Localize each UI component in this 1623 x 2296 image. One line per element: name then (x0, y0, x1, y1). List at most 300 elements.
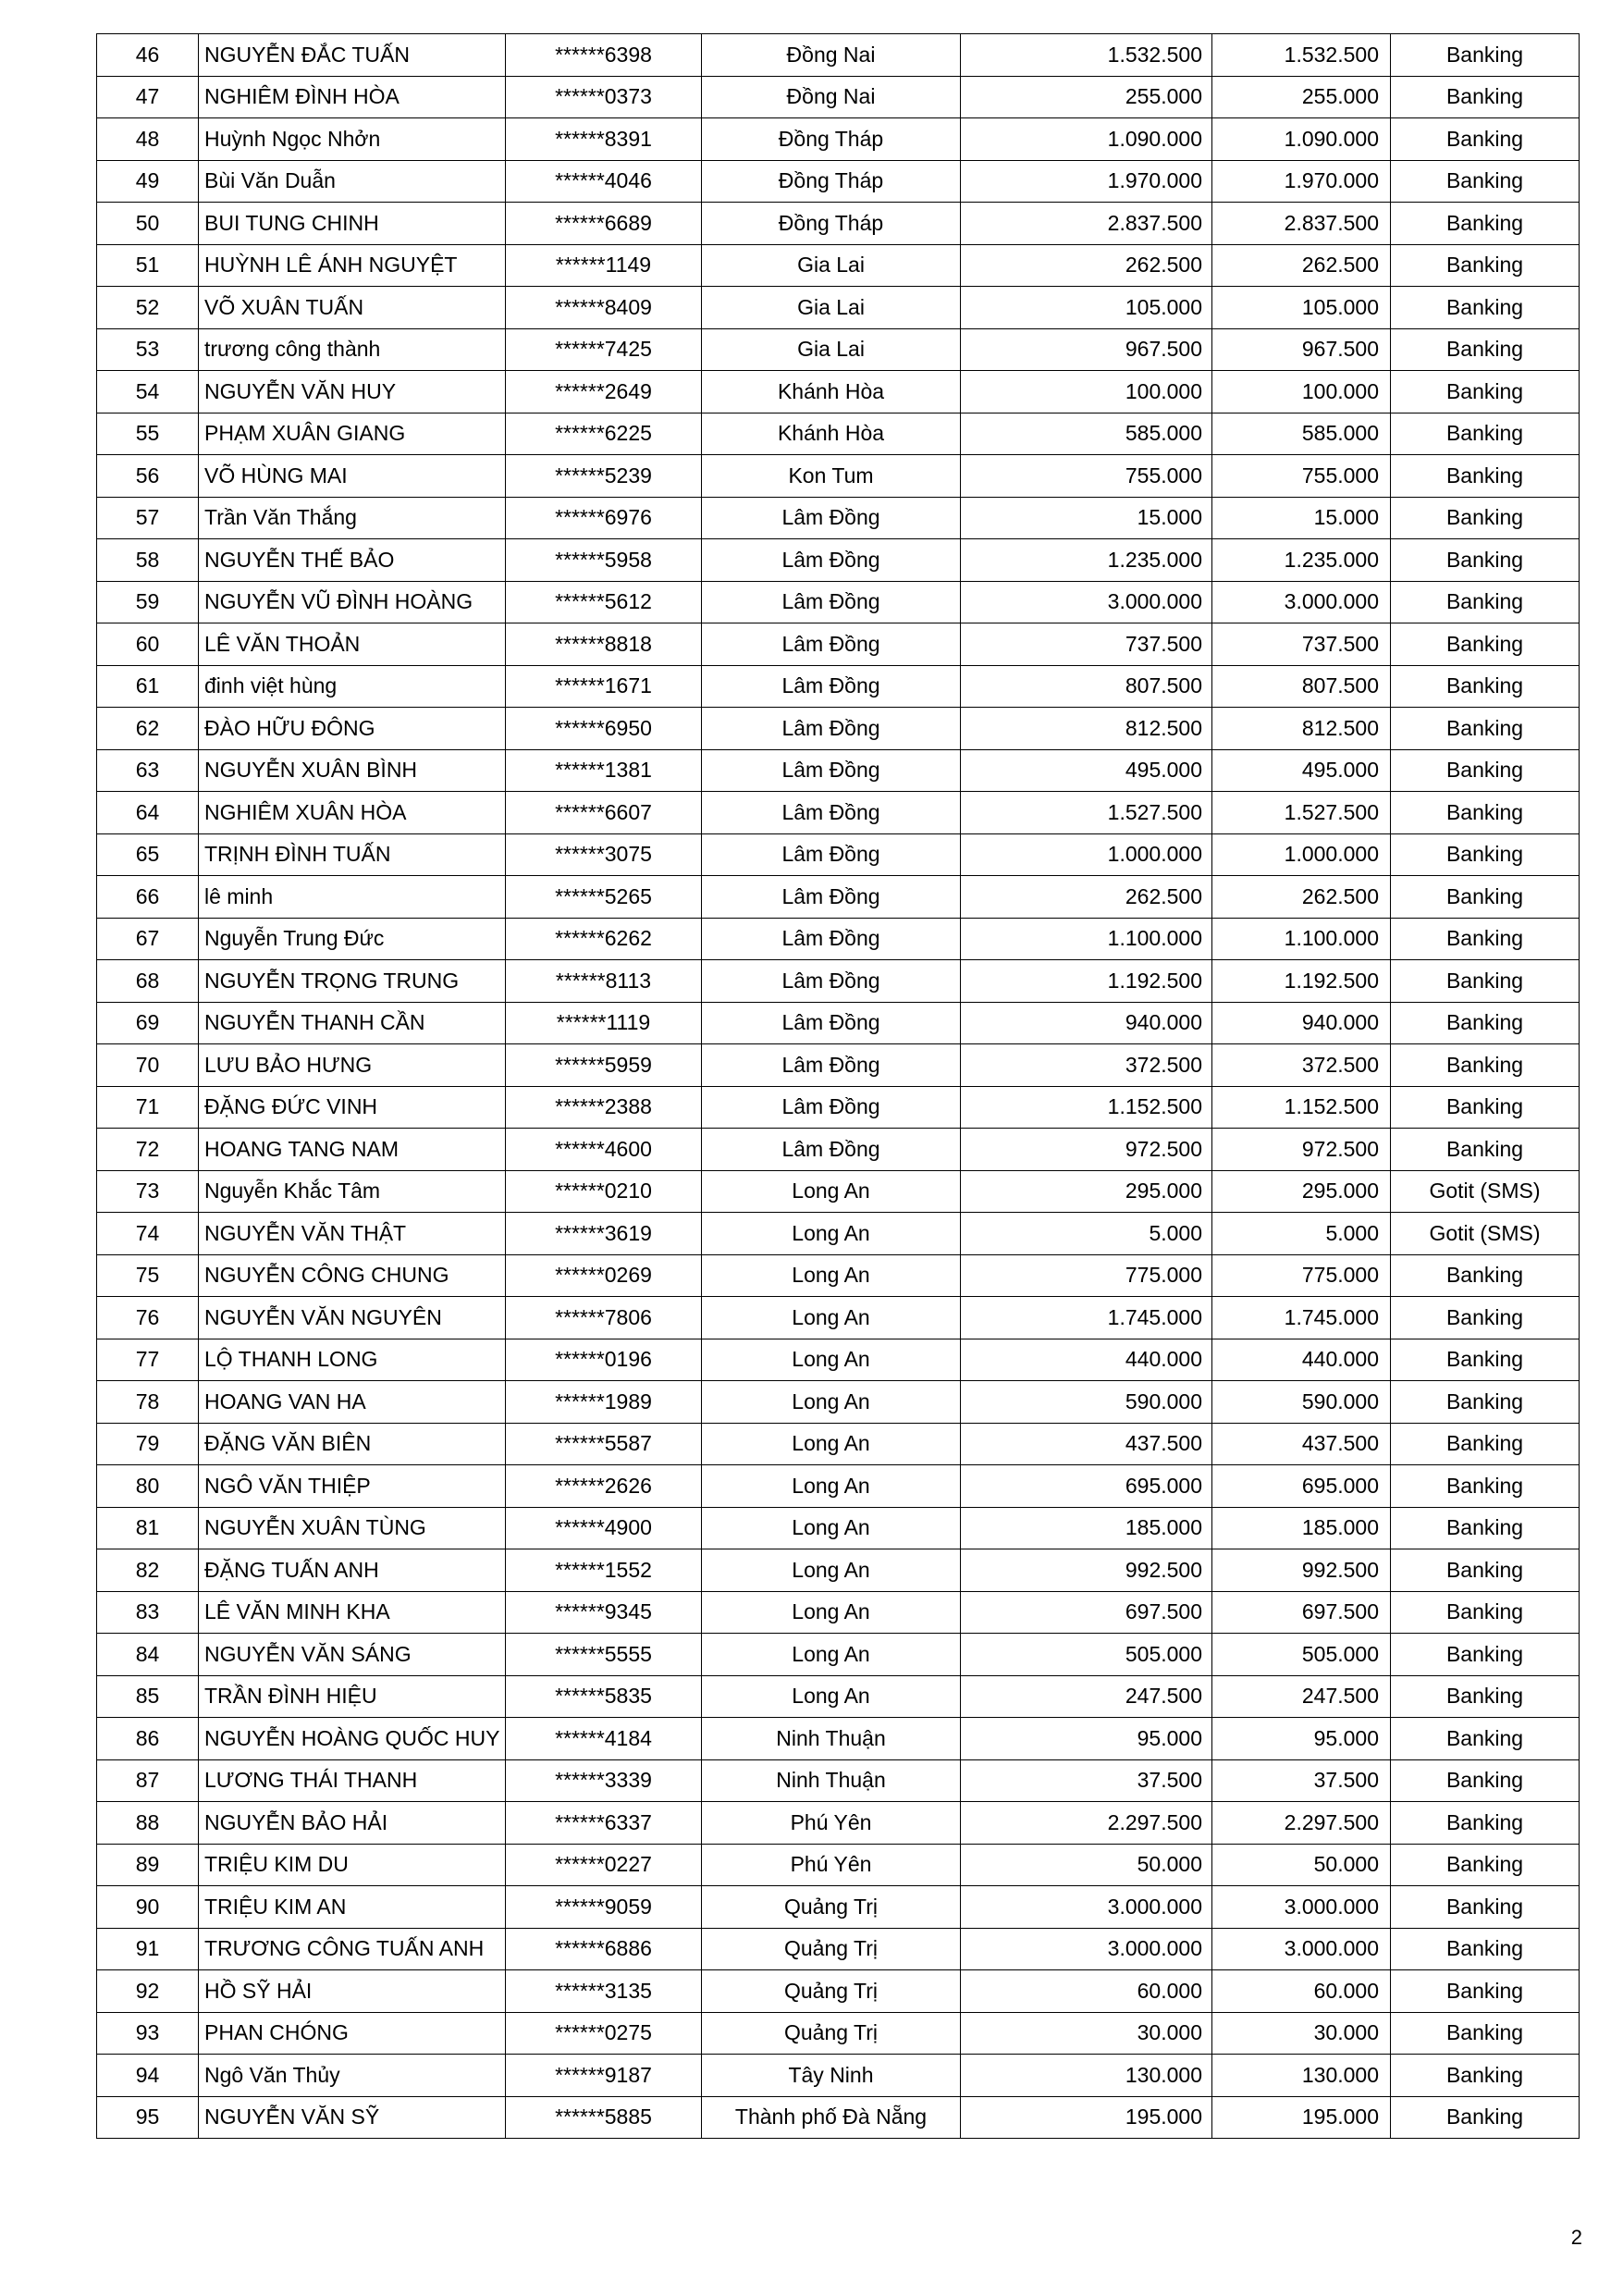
payment-method: Banking (1391, 1507, 1580, 1549)
province: Gia Lai (702, 244, 961, 287)
table-row (97, 1170, 1580, 1213)
table-row (97, 118, 1580, 161)
amount: 372.500 (961, 1044, 1212, 1087)
province: Đồng Nai (702, 76, 961, 118)
table-row (97, 1970, 1580, 2013)
row-number: 52 (97, 287, 199, 329)
province: Long An (702, 1254, 961, 1297)
payment-method: Banking (1391, 792, 1580, 834)
province: Long An (702, 1339, 961, 1381)
masked-id: ******6398 (506, 34, 702, 77)
recipient-name: NGUYỄN BẢO HẢI (199, 1802, 506, 1845)
paid-amount: 60.000 (1212, 1970, 1391, 2013)
amount: 3.000.000 (961, 1928, 1212, 1970)
province: Lâm Đồng (702, 539, 961, 582)
province: Long An (702, 1549, 961, 1592)
recipient-name: Ngô Văn Thủy (199, 2055, 506, 2097)
payment-method: Banking (1391, 1044, 1580, 1087)
masked-id: ******4600 (506, 1129, 702, 1171)
amount: 60.000 (961, 1970, 1212, 2013)
row-number: 57 (97, 497, 199, 539)
payment-method: Banking (1391, 1549, 1580, 1592)
recipient-name: NGUYỄN ĐẮC TUẤN (199, 34, 506, 77)
recipient-name: VÕ HÙNG MAI (199, 455, 506, 498)
amount: 1.090.000 (961, 118, 1212, 161)
recipient-name: ĐẶNG VĂN BIÊN (199, 1423, 506, 1465)
recipient-name: Trần Văn Thắng (199, 497, 506, 539)
payment-method: Banking (1391, 287, 1580, 329)
recipient-name: NGUYỄN CÔNG CHUNG (199, 1254, 506, 1297)
payment-method: Banking (1391, 118, 1580, 161)
paid-amount: 437.500 (1212, 1423, 1391, 1465)
amount: 50.000 (961, 1844, 1212, 1886)
recipient-name: TRIỆU KIM AN (199, 1886, 506, 1929)
recipient-name: PHAN CHÓNG (199, 2012, 506, 2055)
row-number: 92 (97, 1970, 199, 2013)
amount: 30.000 (961, 2012, 1212, 2055)
payment-method: Banking (1391, 203, 1580, 245)
paid-amount: 505.000 (1212, 1634, 1391, 1676)
paid-amount: 972.500 (1212, 1129, 1391, 1171)
recipient-name: lê minh (199, 876, 506, 919)
payment-method: Banking (1391, 328, 1580, 371)
paid-amount: 1.090.000 (1212, 118, 1391, 161)
payment-method: Banking (1391, 1002, 1580, 1044)
province: Long An (702, 1465, 961, 1508)
masked-id: ******8113 (506, 960, 702, 1003)
payment-method: Banking (1391, 1591, 1580, 1634)
payment-method: Banking (1391, 2055, 1580, 2097)
page-number: 2 (1570, 2226, 1582, 2249)
province: Long An (702, 1213, 961, 1255)
recipient-name: đinh việt hùng (199, 665, 506, 708)
table-row (97, 160, 1580, 203)
recipient-name: HỒ SỸ HẢI (199, 1970, 506, 2013)
recipient-name: NGHIÊM ĐÌNH HÒA (199, 76, 506, 118)
amount: 262.500 (961, 876, 1212, 919)
table-row (97, 2055, 1580, 2097)
paid-amount: 30.000 (1212, 2012, 1391, 2055)
province: Quảng Trị (702, 1886, 961, 1929)
row-number: 49 (97, 160, 199, 203)
paid-amount: 495.000 (1212, 749, 1391, 792)
recipient-name: Nguyễn Khắc Tâm (199, 1170, 506, 1213)
paid-amount: 590.000 (1212, 1381, 1391, 1424)
table-row (97, 833, 1580, 876)
row-number: 89 (97, 1844, 199, 1886)
paid-amount: 5.000 (1212, 1213, 1391, 1255)
masked-id: ******2388 (506, 1086, 702, 1129)
table-row (97, 1254, 1580, 1297)
paid-amount: 2.297.500 (1212, 1802, 1391, 1845)
masked-id: ******4046 (506, 160, 702, 203)
payment-method: Banking (1391, 413, 1580, 455)
recipient-name: NGÔ VĂN THIỆP (199, 1465, 506, 1508)
payment-method: Gotit (SMS) (1391, 1213, 1580, 1255)
amount: 1.527.500 (961, 792, 1212, 834)
table-row (97, 1718, 1580, 1760)
paid-amount: 247.500 (1212, 1675, 1391, 1718)
payment-method: Banking (1391, 34, 1580, 77)
province: Phú Yên (702, 1844, 961, 1886)
table-row (97, 497, 1580, 539)
recipient-name: TRIỆU KIM DU (199, 1844, 506, 1886)
paid-amount: 967.500 (1212, 328, 1391, 371)
row-number: 82 (97, 1549, 199, 1592)
recipient-name: HOANG TANG NAM (199, 1129, 506, 1171)
masked-id: ******2626 (506, 1465, 702, 1508)
recipient-name: trương công thành (199, 328, 506, 371)
province: Quảng Trị (702, 1970, 961, 2013)
payment-method: Banking (1391, 1129, 1580, 1171)
amount: 1.235.000 (961, 539, 1212, 582)
masked-id: ******5265 (506, 876, 702, 919)
province: Lâm Đồng (702, 792, 961, 834)
province: Long An (702, 1634, 961, 1676)
paid-amount: 3.000.000 (1212, 1886, 1391, 1929)
payment-method: Banking (1391, 665, 1580, 708)
province: Lâm Đồng (702, 749, 961, 792)
payment-method: Banking (1391, 371, 1580, 414)
masked-id: ******6607 (506, 792, 702, 834)
province: Đồng Tháp (702, 203, 961, 245)
row-number: 64 (97, 792, 199, 834)
masked-id: ******1149 (506, 244, 702, 287)
province: Long An (702, 1675, 961, 1718)
table-row (97, 665, 1580, 708)
row-number: 65 (97, 833, 199, 876)
table-row (97, 1928, 1580, 1970)
table-row (97, 1086, 1580, 1129)
paid-amount: 440.000 (1212, 1339, 1391, 1381)
masked-id: ******5835 (506, 1675, 702, 1718)
masked-id: ******8391 (506, 118, 702, 161)
province: Lâm Đồng (702, 708, 961, 750)
amount: 3.000.000 (961, 1886, 1212, 1929)
table-row (97, 539, 1580, 582)
paid-amount: 940.000 (1212, 1002, 1391, 1044)
amount: 1.100.000 (961, 918, 1212, 960)
recipient-name: Bùi Văn Duẫn (199, 160, 506, 203)
table-row (97, 1213, 1580, 1255)
province: Gia Lai (702, 287, 961, 329)
row-number: 84 (97, 1634, 199, 1676)
amount: 585.000 (961, 413, 1212, 455)
province: Lâm Đồng (702, 918, 961, 960)
masked-id: ******1671 (506, 665, 702, 708)
amount: 1.192.500 (961, 960, 1212, 1003)
recipient-name: NGHIÊM XUÂN HÒA (199, 792, 506, 834)
masked-id: ******5885 (506, 2096, 702, 2139)
paid-amount: 812.500 (1212, 708, 1391, 750)
amount: 737.500 (961, 623, 1212, 666)
recipient-name: Nguyễn Trung Đức (199, 918, 506, 960)
row-number: 94 (97, 2055, 199, 2097)
province: Long An (702, 1297, 961, 1339)
table-row (97, 581, 1580, 623)
amount: 967.500 (961, 328, 1212, 371)
recipient-name: NGUYỄN VĂN THẬT (199, 1213, 506, 1255)
table-row (97, 244, 1580, 287)
amount: 3.000.000 (961, 581, 1212, 623)
row-number: 61 (97, 665, 199, 708)
paid-amount: 1.532.500 (1212, 34, 1391, 77)
paid-amount: 1.100.000 (1212, 918, 1391, 960)
recipient-name: NGUYỄN VŨ ĐÌNH HOÀNG (199, 581, 506, 623)
recipient-name: HOANG VAN HA (199, 1381, 506, 1424)
masked-id: ******6950 (506, 708, 702, 750)
paid-amount: 255.000 (1212, 76, 1391, 118)
paid-amount: 262.500 (1212, 876, 1391, 919)
amount: 695.000 (961, 1465, 1212, 1508)
province: Đồng Nai (702, 34, 961, 77)
row-number: 70 (97, 1044, 199, 1087)
province: Tây Ninh (702, 2055, 961, 2097)
row-number: 54 (97, 371, 199, 414)
recipient-name: LƯƠNG THÁI THANH (199, 1759, 506, 1802)
row-number: 51 (97, 244, 199, 287)
table-row (97, 1129, 1580, 1171)
payment-method: Banking (1391, 960, 1580, 1003)
table-row (97, 455, 1580, 498)
row-number: 56 (97, 455, 199, 498)
paid-amount: 95.000 (1212, 1718, 1391, 1760)
paid-amount: 372.500 (1212, 1044, 1391, 1087)
recipient-name: ĐẶNG ĐỨC VINH (199, 1086, 506, 1129)
recipient-name: BUI TUNG CHINH (199, 203, 506, 245)
table-row (97, 413, 1580, 455)
province: Lâm Đồng (702, 497, 961, 539)
table-row (97, 76, 1580, 118)
recipient-table (96, 33, 1580, 2139)
paid-amount: 195.000 (1212, 2096, 1391, 2139)
province: Quảng Trị (702, 1928, 961, 1970)
amount: 2.297.500 (961, 1802, 1212, 1845)
table-row (97, 1044, 1580, 1087)
payment-method: Banking (1391, 1886, 1580, 1929)
amount: 807.500 (961, 665, 1212, 708)
amount: 1.970.000 (961, 160, 1212, 203)
recipient-name: NGUYỄN XUÂN BÌNH (199, 749, 506, 792)
province: Lâm Đồng (702, 581, 961, 623)
payment-method: Banking (1391, 1465, 1580, 1508)
province: Long An (702, 1507, 961, 1549)
recipient-name: NGUYỄN THANH CẦN (199, 1002, 506, 1044)
province: Lâm Đồng (702, 833, 961, 876)
masked-id: ******6689 (506, 203, 702, 245)
masked-id: ******5587 (506, 1423, 702, 1465)
province: Đồng Tháp (702, 118, 961, 161)
recipient-name: NGUYỄN HOÀNG QUỐC HUY (199, 1718, 506, 1760)
recipient-name: VÕ XUÂN TUẤN (199, 287, 506, 329)
recipient-name: NGUYỄN TRỌNG TRUNG (199, 960, 506, 1003)
province: Phú Yên (702, 1802, 961, 1845)
payment-method: Banking (1391, 1297, 1580, 1339)
recipient-name: TRẦN ĐÌNH HIỆU (199, 1675, 506, 1718)
recipient-name: NGUYỄN VĂN NGUYÊN (199, 1297, 506, 1339)
paid-amount: 15.000 (1212, 497, 1391, 539)
paid-amount: 1.152.500 (1212, 1086, 1391, 1129)
payment-method: Banking (1391, 581, 1580, 623)
paid-amount: 1.745.000 (1212, 1297, 1391, 1339)
row-number: 81 (97, 1507, 199, 1549)
recipient-name: HUỲNH LÊ ÁNH NGUYỆT (199, 244, 506, 287)
paid-amount: 50.000 (1212, 1844, 1391, 1886)
payment-method: Banking (1391, 1759, 1580, 1802)
masked-id: ******5555 (506, 1634, 702, 1676)
paid-amount: 1.192.500 (1212, 960, 1391, 1003)
paid-amount: 807.500 (1212, 665, 1391, 708)
masked-id: ******1381 (506, 749, 702, 792)
recipient-name: NGUYỄN VĂN SÁNG (199, 1634, 506, 1676)
payment-method: Banking (1391, 1381, 1580, 1424)
amount: 5.000 (961, 1213, 1212, 1255)
row-number: 87 (97, 1759, 199, 1802)
row-number: 88 (97, 1802, 199, 1845)
paid-amount: 3.000.000 (1212, 581, 1391, 623)
payment-method: Banking (1391, 1634, 1580, 1676)
masked-id: ******6262 (506, 918, 702, 960)
recipient-name: ĐÀO HỮU ĐÔNG (199, 708, 506, 750)
amount: 755.000 (961, 455, 1212, 498)
row-number: 55 (97, 413, 199, 455)
payment-method: Banking (1391, 749, 1580, 792)
payment-method: Banking (1391, 1844, 1580, 1886)
row-number: 71 (97, 1086, 199, 1129)
payment-method: Banking (1391, 623, 1580, 666)
payment-method: Banking (1391, 1802, 1580, 1845)
province: Long An (702, 1423, 961, 1465)
paid-amount: 697.500 (1212, 1591, 1391, 1634)
province: Khánh Hòa (702, 413, 961, 455)
paid-amount: 992.500 (1212, 1549, 1391, 1592)
paid-amount: 130.000 (1212, 2055, 1391, 2097)
amount: 105.000 (961, 287, 1212, 329)
province: Lâm Đồng (702, 623, 961, 666)
paid-amount: 37.500 (1212, 1759, 1391, 1802)
masked-id: ******5239 (506, 455, 702, 498)
row-number: 66 (97, 876, 199, 919)
table-row (97, 1507, 1580, 1549)
payment-method: Banking (1391, 876, 1580, 919)
amount: 775.000 (961, 1254, 1212, 1297)
masked-id: ******3619 (506, 1213, 702, 1255)
table-row (97, 1886, 1580, 1929)
payment-method: Banking (1391, 833, 1580, 876)
row-number: 74 (97, 1213, 199, 1255)
masked-id: ******3339 (506, 1759, 702, 1802)
province: Lâm Đồng (702, 1044, 961, 1087)
table-row (97, 1465, 1580, 1508)
table-row (97, 1339, 1580, 1381)
amount: 992.500 (961, 1549, 1212, 1592)
table-row (97, 2012, 1580, 2055)
province: Long An (702, 1591, 961, 1634)
amount: 195.000 (961, 2096, 1212, 2139)
table-row (97, 2096, 1580, 2139)
masked-id: ******9345 (506, 1591, 702, 1634)
table-row (97, 328, 1580, 371)
amount: 130.000 (961, 2055, 1212, 2097)
table-row (97, 1297, 1580, 1339)
masked-id: ******3135 (506, 1970, 702, 2013)
recipient-name: LỘ THANH LONG (199, 1339, 506, 1381)
amount: 437.500 (961, 1423, 1212, 1465)
table-row (97, 918, 1580, 960)
table-row (97, 876, 1580, 919)
row-number: 59 (97, 581, 199, 623)
row-number: 91 (97, 1928, 199, 1970)
payment-method: Banking (1391, 455, 1580, 498)
payment-method: Banking (1391, 2096, 1580, 2139)
masked-id: ******8818 (506, 623, 702, 666)
row-number: 53 (97, 328, 199, 371)
masked-id: ******4900 (506, 1507, 702, 1549)
masked-id: ******0196 (506, 1339, 702, 1381)
table-row (97, 960, 1580, 1003)
amount: 972.500 (961, 1129, 1212, 1171)
recipient-name: LÊ VĂN THOẢN (199, 623, 506, 666)
amount: 15.000 (961, 497, 1212, 539)
amount: 495.000 (961, 749, 1212, 792)
payment-method: Banking (1391, 539, 1580, 582)
paid-amount: 3.000.000 (1212, 1928, 1391, 1970)
row-number: 93 (97, 2012, 199, 2055)
paid-amount: 755.000 (1212, 455, 1391, 498)
table-row (97, 287, 1580, 329)
province: Đồng Tháp (702, 160, 961, 203)
province: Khánh Hòa (702, 371, 961, 414)
recipient-name: NGUYỄN THẾ BẢO (199, 539, 506, 582)
table-row (97, 1802, 1580, 1845)
row-number: 69 (97, 1002, 199, 1044)
masked-id: ******5959 (506, 1044, 702, 1087)
table-row (97, 1634, 1580, 1676)
masked-id: ******6337 (506, 1802, 702, 1845)
row-number: 76 (97, 1297, 199, 1339)
amount: 440.000 (961, 1339, 1212, 1381)
masked-id: ******7425 (506, 328, 702, 371)
payment-method: Banking (1391, 497, 1580, 539)
table-row (97, 1381, 1580, 1424)
paid-amount: 262.500 (1212, 244, 1391, 287)
row-number: 83 (97, 1591, 199, 1634)
payment-method: Banking (1391, 244, 1580, 287)
masked-id: ******0269 (506, 1254, 702, 1297)
amount: 1.745.000 (961, 1297, 1212, 1339)
masked-id: ******3075 (506, 833, 702, 876)
payment-method: Banking (1391, 76, 1580, 118)
payment-method: Banking (1391, 1970, 1580, 2013)
payment-method: Gotit (SMS) (1391, 1170, 1580, 1213)
amount: 37.500 (961, 1759, 1212, 1802)
paid-amount: 775.000 (1212, 1254, 1391, 1297)
table-row (97, 203, 1580, 245)
payment-method: Banking (1391, 708, 1580, 750)
table-body (97, 34, 1580, 2139)
row-number: 85 (97, 1675, 199, 1718)
masked-id: ******6225 (506, 413, 702, 455)
payment-method: Banking (1391, 918, 1580, 960)
table-row (97, 1002, 1580, 1044)
amount: 1.000.000 (961, 833, 1212, 876)
row-number: 75 (97, 1254, 199, 1297)
masked-id: ******1119 (506, 1002, 702, 1044)
row-number: 72 (97, 1129, 199, 1171)
table-row (97, 1423, 1580, 1465)
amount: 505.000 (961, 1634, 1212, 1676)
recipient-name: TRỊNH ĐÌNH TUẤN (199, 833, 506, 876)
